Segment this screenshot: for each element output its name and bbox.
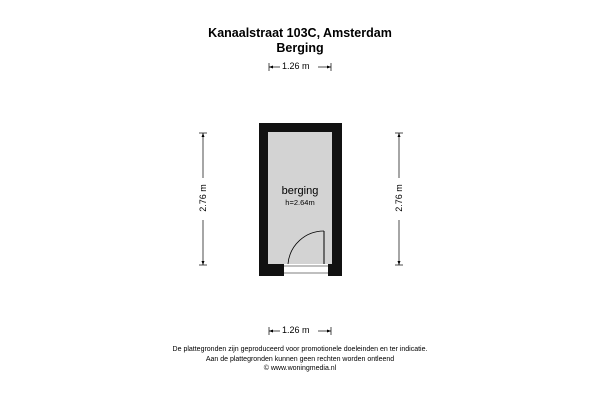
left-dimension-label: 2.76 m: [198, 184, 208, 212]
right-dimension-label: 2.76 m: [394, 184, 404, 212]
footer-line-1: De plattegronden zijn geproduceerd voor promotionele doeleinden en ter indicatie.: [172, 346, 428, 353]
footer-disclaimer: [0, 345, 600, 374]
room-name: berging: [281, 185, 319, 197]
room-label: [268, 185, 332, 207]
floor-title: Berging: [276, 41, 324, 55]
top-dimension-label: 1.26 m: [282, 61, 310, 71]
footer-copyright: © www.woningmedia.nl: [263, 365, 337, 372]
footer-line-2: Aan de plattegronden kunnen geen rechten worden ontleend: [205, 355, 395, 363]
room-height: h=2.64m: [285, 198, 315, 207]
address-title: Kanaalstraat 103C, Amsterdam: [208, 26, 392, 40]
bottom-dimension-label: 1.26 m: [282, 325, 310, 335]
